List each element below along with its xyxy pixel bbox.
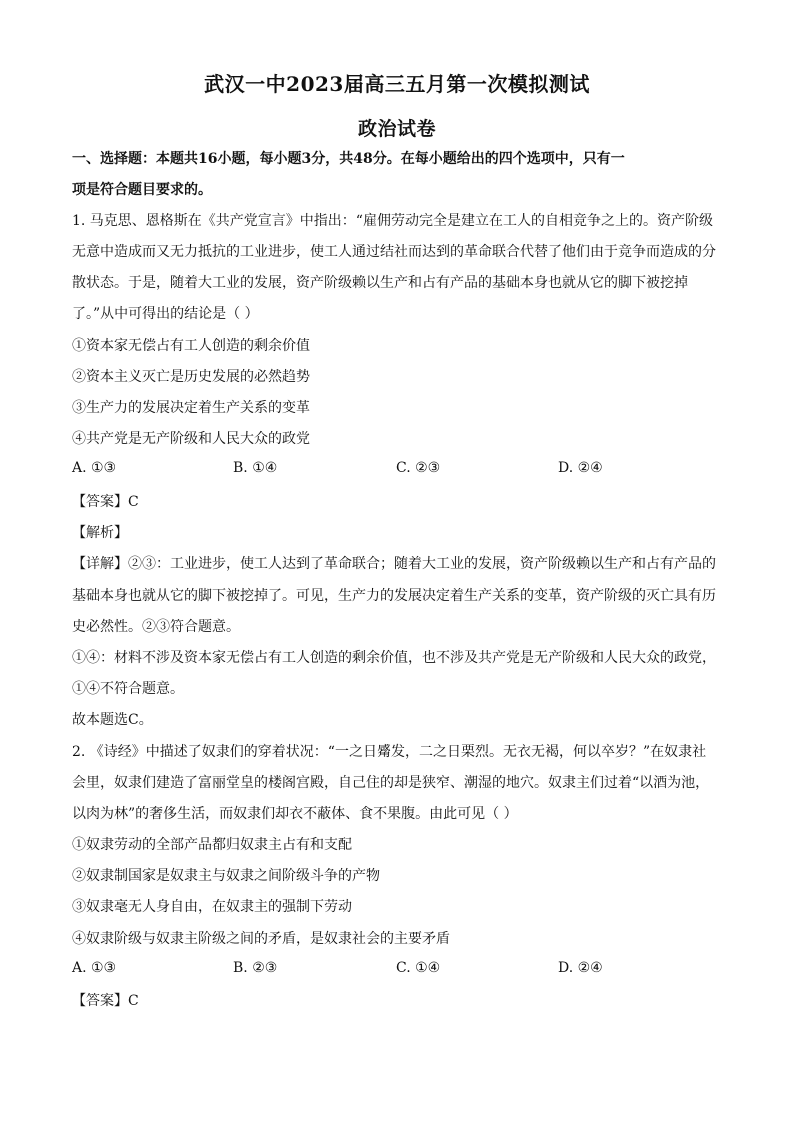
q2-item: ②奴隶制国家是奴隶主与奴隶之间阶级斗争的产物	[72, 868, 380, 884]
q1-option-a: A. ①③	[72, 460, 117, 476]
section-heading-line1: 一、选择题：本题共16小题，每小题3分，共48分。在每小题给出的四个选项中，只有一	[72, 151, 625, 167]
q1-stem-line: 了。”从中可得出的结论是（ ）	[72, 306, 259, 322]
exam-title: 武汉一中2023届高三五月第一次模拟测试	[204, 72, 590, 96]
q1-answer: 【答案】C	[72, 494, 139, 510]
exam-subtitle: 政治试卷	[357, 118, 436, 140]
q1-item: ③生产力的发展决定着生产关系的变革	[72, 400, 310, 416]
q2-option-b: B. ②③	[233, 960, 278, 976]
q2-stem-line: 以肉为林”的奢侈生活，而奴隶们却衣不蔽体、食不果腹。由此可见（ ）	[72, 806, 518, 822]
q2-item: ①奴隶劳动的全部产品都归奴隶主占有和支配	[72, 837, 352, 853]
q1-detail-line: 【详解】②③：工业进步，使工人达到了革命联合；随着大工业的发展，资产阶级赖以生产和占有产品的	[72, 556, 716, 572]
q2-options	[72, 960, 724, 980]
q1-item: ④共产党是无产阶级和人民大众的政党	[72, 431, 310, 447]
q1-detail-line: ①④：材料不涉及资本家无偿占有工人创造的剩余价值，也不涉及共产党是无产阶级和人民大众的政党，	[72, 650, 716, 666]
section-heading-line2: 项是符合题目要求的。	[72, 182, 212, 198]
q1-option-c: C. ②③	[396, 460, 441, 476]
q2-answer: 【答案】C	[72, 993, 139, 1009]
q2-option-c: C. ①④	[396, 960, 441, 976]
q1-options	[72, 460, 724, 480]
q1-option-b: B. ①④	[233, 460, 278, 476]
q1-item: ②资本主义灭亡是历史发展的必然趋势	[72, 369, 310, 385]
q2-item: ④奴隶阶级与奴隶主阶级之间的矛盾，是奴隶社会的主要矛盾	[72, 931, 450, 947]
q2-option-a: A. ①③	[72, 960, 117, 976]
q1-detail-line: 史必然性。②③符合题意。	[72, 619, 240, 635]
q1-detail-line: 故本题选C。	[72, 712, 153, 728]
q1-stem-line: 1. 马克思、恩格斯在《共产党宣言》中指出：“雇佣劳动完全是建立在工人的自相竞争之上的。资产阶级	[72, 213, 713, 229]
q1-stem-line: 无意中造成而又无力抵抗的工业进步，使工人通过结社而达到的革命联合代替了他们由于竞争而造成的分	[72, 244, 716, 260]
q2-stem-line: 会里，奴隶们建造了富丽堂皇的楼阁宫殿，自己住的却是狭窄、潮湿的地穴。奴隶主们过着“以酒为池，	[72, 775, 710, 791]
q2-item: ③奴隶毫无人身自由，在奴隶主的强制下劳动	[72, 899, 352, 915]
q1-stem-line: 散状态。于是，随着大工业的发展，资产阶级赖以生产和占有产品的基础本身也就从它的脚下被挖掉	[72, 275, 688, 291]
q1-option-d: D. ②④	[558, 460, 603, 476]
q1-analysis-label: 【解析】	[72, 525, 128, 541]
q1-item: ①资本家无偿占有工人创造的剩余价值	[72, 338, 310, 354]
q2-option-d: D. ②④	[558, 960, 603, 976]
q2-stem-line: 2. 《诗经》中描述了奴隶们的穿着状况：“一之日觱发，二之日栗烈。无衣无褐，何以卒岁？”在奴隶社	[72, 744, 707, 760]
q1-detail-line: ①④不符合题意。	[72, 681, 184, 697]
q1-detail-line: 基础本身也就从它的脚下被挖掉了。可见，生产力的发展决定着生产关系的变革，资产阶级的灭亡具有历	[72, 588, 716, 604]
